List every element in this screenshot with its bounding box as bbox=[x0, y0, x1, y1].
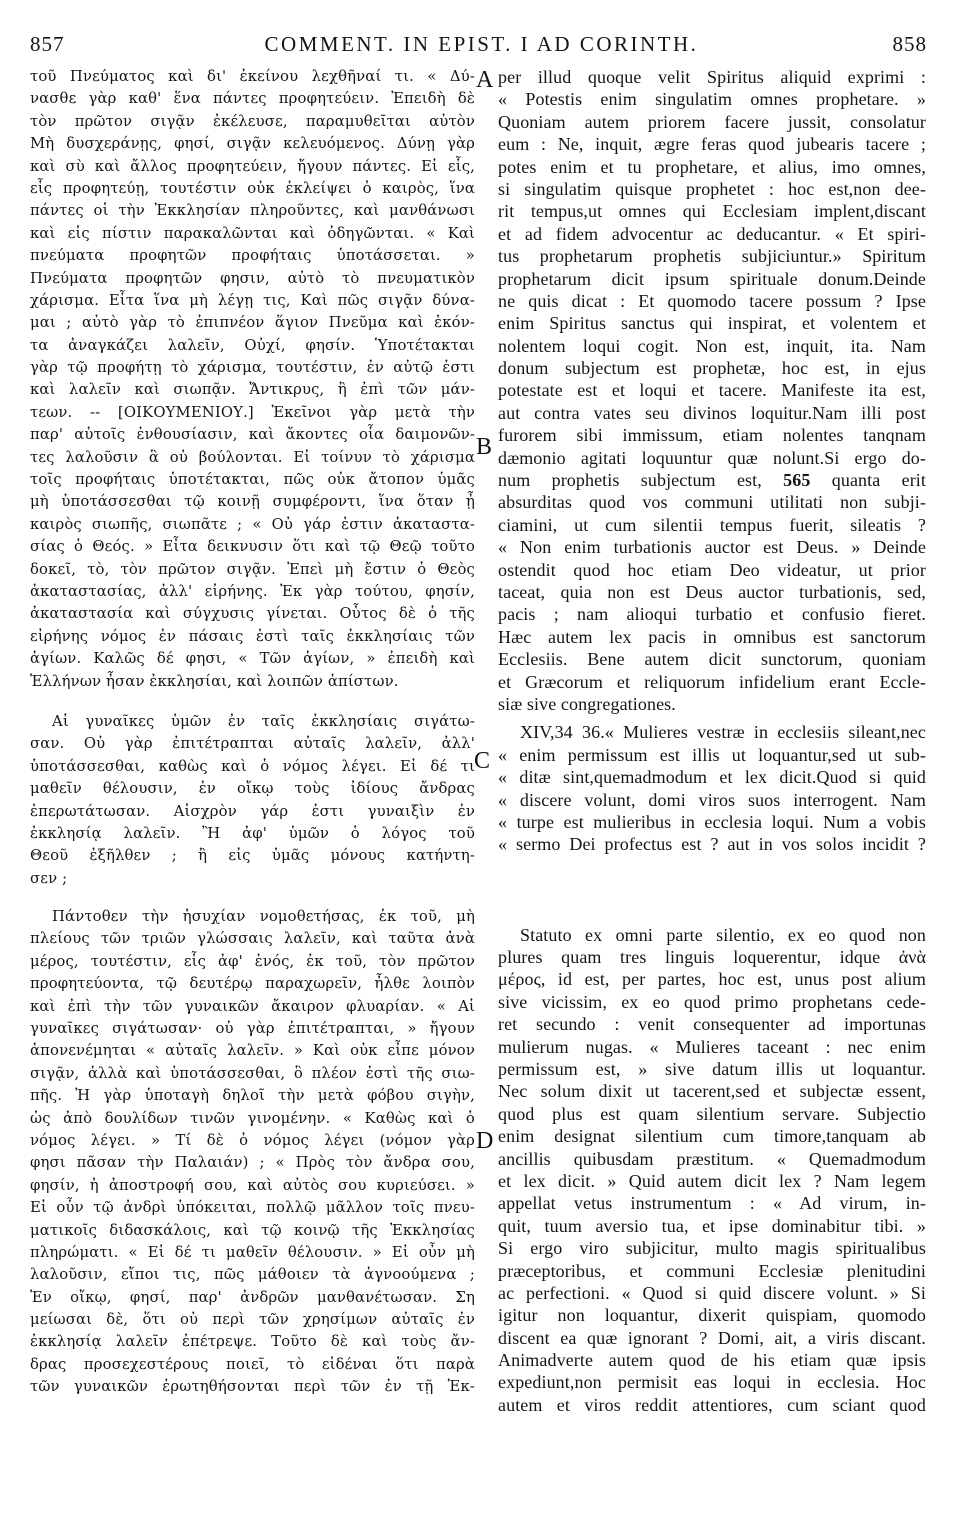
section-marker-a: A bbox=[476, 67, 494, 93]
text-line: Μὴ δυσχεράνῃς, φησί, σιγᾷν κελευόμενος. Δύνῃ γὰρ bbox=[30, 135, 475, 153]
text-line: mulierum nugas. « Mulieres taceant : nec enim bbox=[498, 1036, 926, 1057]
text-line: quit, tuum aversio tua, et ipse dominabitur tibi. » bbox=[498, 1215, 926, 1236]
text-line: Αἱ γυναῖκες ὑμῶν ἐν ταῖς ἐκκλησίαις σιγάτω- bbox=[52, 712, 475, 730]
text-line: τοῦ Πνεύματος καὶ δι' ἐκείνου λεχθῆναί τι. « Δύ- bbox=[30, 68, 475, 85]
page-number-left: 857 bbox=[30, 32, 65, 56]
text-line: et Græcorum et reliquorum infidelium erant Eccle- bbox=[498, 671, 926, 692]
text-line: Πάντοθεν τὴν ἡσυχίαν νομοθετήσας, ἐκ τοῦ, μὴ bbox=[52, 908, 475, 926]
text-line: expediunt,non permisit eas loqui in ecclesia. Hoc bbox=[498, 1372, 926, 1393]
text-line: φησι πᾶσαν τὴν Παλαιάν) ; « Πρὸς τὸν ἄνδρα σου, bbox=[30, 1154, 475, 1172]
text-line: Animadverte autem quod de his etiam quæ ipsis bbox=[498, 1350, 926, 1371]
text-line: ἀπονενέμηται « αὐταῖς λαλεῖν. » Καὶ οὐκ εἶπε μόνον bbox=[30, 1042, 475, 1060]
text-line: φησίν, ἡ ἀποστροφή σου, καὶ αὐτὸς σου κυριεύσει. » bbox=[30, 1176, 475, 1194]
text-line: pacis ; nam alioqui turbatio et confusio fieret. bbox=[498, 604, 926, 625]
text-line: δρας προσεχεστέρους ποιεῖ, τὸ εἰδέναι ὅτι παρὰ bbox=[30, 1355, 475, 1373]
text-line: permissum est, » sive datum illis ut loquantur. bbox=[498, 1059, 926, 1080]
text-line: δοκεῖ, τὸ, τὸν πρῶτον σιγᾷν. Ἐπεὶ μὴ ἔστιν ὁ Θεὸς bbox=[30, 560, 475, 578]
page-header bbox=[0, 0, 963, 66]
text-line: πνεύματα προφητῶν προφήταις ὑποτάσσεται. » bbox=[30, 247, 475, 265]
text-line: taceat, quia non est Deus auctor turbationis, sed, bbox=[498, 581, 926, 602]
text-line: et ad fidem advocentur ac deducantur. « Et spiri- bbox=[498, 223, 926, 244]
text-line: rit tempus,ut omnes qui Ecclesiam implent,discant bbox=[498, 201, 926, 222]
text-line: Hæc autem lex pacis in omnibus est sanctorum bbox=[498, 626, 926, 647]
text-line: ciamini, ut cum silentii tempus fuerit, sileatis ? bbox=[498, 514, 926, 535]
greek-commentary-block-1 bbox=[30, 66, 475, 693]
greek-column bbox=[30, 66, 475, 1399]
text-line: Θεοῦ ἐξῆλθεν ; ἢ εἰς ὑμᾶς μόνους κατήντη- bbox=[30, 847, 475, 865]
text-line: sive vicissim, ex eo quod primo prophetans cede- bbox=[498, 991, 926, 1012]
text-line: μέρος, τουτέστιν, εἷς ἀφ' ἑνός, ἐκ τοῦ, τὸν πρῶτον bbox=[30, 952, 475, 970]
text-line: si singulatim quisque prophetet : hoc est,non dee- bbox=[498, 178, 926, 199]
text-line: igitur non loquantur, dixerit quispiam, quomodo bbox=[498, 1305, 926, 1326]
text-line: νασθε γὰρ καθ' ἕνα πάντες προφητεύειν. Ἐπειδὴ δὲ bbox=[30, 90, 475, 108]
text-line: πληρώματι. « Εἰ δέ τι μαθεῖν θέλουσιν. » Εἰ οὖν μὴ bbox=[30, 1243, 475, 1261]
text-line: προφητεύοντα, τῷ δευτέρῳ παραχωρεῖν, ἦλθε λοιπὸν bbox=[30, 975, 475, 993]
text-line: enim designat silentium cum timore,tanquam ab bbox=[498, 1126, 926, 1147]
text-line: Nec solum dixit ut tacerent,sed et subjectæ essent, bbox=[498, 1081, 926, 1102]
text-line: quod plus est quam silentium servare. Subjectio bbox=[498, 1103, 926, 1124]
latin-scripture-block bbox=[498, 721, 926, 855]
section-marker-b: B bbox=[476, 434, 493, 460]
text-line: Ἐν οἴκῳ, φησί, παρ' ἀνδρῶν μανθανέτωσαν. Ση bbox=[30, 1288, 475, 1306]
text-line: « enim permissum est illis ut loquantur,sed ut sub- bbox=[498, 744, 926, 765]
text-line: nolentem loqui cogit. Non est, inquit, ita. Nam bbox=[498, 335, 926, 356]
text-line: ἀκαταστασίας, ἀλλ' εἰρήνης. Ἐκ γὰρ τούτου, φησίν, bbox=[30, 582, 475, 600]
text-line: ὡς ἀπὸ δουλίδων τινῶν γινομένην. « Καθὼς καὶ ὁ bbox=[30, 1109, 475, 1127]
text-line: enim Spiritus sanctus qui inspirat, et volentem et bbox=[498, 313, 926, 334]
text-line: dæmonio agitati loquuntur quæ nolunt.Si ergo do- bbox=[498, 447, 926, 468]
latin-column bbox=[498, 66, 926, 1416]
text-line: Πνεύματα προφητῶν φησιν, αὐτὸ τὸ πνευματικὸν bbox=[30, 269, 475, 287]
text-line: τὸν πρῶτον σιγᾷν ἐκέλευσε, παραμυθεῖται αὐτὸν bbox=[30, 112, 475, 130]
text-line: χάρισμα. Εἶτα ἵνα μὴ λέγῃ τις, Καὶ πῶς σιγᾷν δύνα- bbox=[30, 291, 475, 309]
text-line: « Non enim turbationis auctor est Deus. » Deinde bbox=[498, 537, 926, 558]
text-line: plures quam tres linguis loquerentur, idque ἀνὰ bbox=[498, 947, 926, 968]
text-line: autem et viros reddit attentiores, cum sciant quod bbox=[498, 1394, 926, 1415]
text-line: μὴ ὑποτάσσεσθαι τῷ κοινῇ συμφέροντι, ἵνα ὅταν ᾖ bbox=[30, 493, 475, 511]
text-line: Si ergo viro subjicitur, multo magis spiritualibus bbox=[498, 1238, 926, 1259]
text-line: eum : Ne, inquit, ægre feras quod jubearis tacere ; bbox=[498, 134, 926, 155]
text-line: « discere volunt, domi viros suos interrogent. Nam bbox=[498, 789, 926, 810]
text-line: siæ sive congregationes. bbox=[498, 693, 676, 714]
text-line: γὰρ τῷ προφήτῃ τὸ χάρισμα, τουτέστιν, ἐν αὐτῷ ἐστι bbox=[30, 359, 475, 377]
text-line: præceptoribus, et communi Ecclesiæ plenitudini bbox=[498, 1260, 926, 1281]
text-line: παρ' αὐτοῖς ἐνθουσίασιν, καὶ ἄκοντες οἷα δαιμονῶν- bbox=[30, 426, 475, 444]
text-line: per illud quoque velit Spiritus aliquid exprimi : bbox=[498, 67, 926, 87]
text-line: aut contra vates seu divinos loquitur.Nam illi post bbox=[498, 402, 926, 423]
text-line: discent ea quæ ignorant ? Domi, ait, a viris discant. bbox=[498, 1327, 926, 1348]
text-line: donum subjectum est prophetæ, hoc est, in ejus bbox=[498, 358, 926, 379]
latin-commentary-block-2 bbox=[498, 924, 926, 1417]
latin-commentary-block-1 bbox=[498, 66, 926, 715]
text-line: Ἑλλήνων ἦσαν ἐκκλησίαι, καὶ λοιπῶν ἀπίστων. bbox=[30, 672, 399, 690]
column-number: 565 bbox=[783, 470, 811, 491]
text-line: ἁγίων. Καλῶς δέ φησι, « Τῶν ἁγίων, » ἐπειδὴ καὶ bbox=[30, 650, 475, 668]
text-line: τοῖς προφήταις ὑποτέτακται, πῶς οὐκ ἄτοπον ὑμᾶς bbox=[30, 471, 475, 489]
text-line: ἐκκλησίᾳ λαλεῖν ἐπέτρεψε. Τοῦτο δὲ καὶ τοὺς ἄν- bbox=[30, 1333, 475, 1351]
text-line: ὑποτάσσεσθαι, καθὼς καὶ ὁ νόμος λέγει. Εἰ δέ τι bbox=[30, 757, 475, 775]
text-line: καὶ εἰς πίστιν παρακαλῶνται καὶ ὁδηγῶνται. « Καὶ bbox=[30, 224, 475, 242]
page-number-right: 858 bbox=[892, 32, 927, 56]
greek-commentary-block-2 bbox=[30, 906, 475, 1399]
text-line: tus prophetarum prophetis subjiciuntur.» Spiritum bbox=[498, 246, 926, 267]
text-line: Statuto ex omni parte silentio, ex eo quod non bbox=[520, 924, 926, 945]
text-line: num prophetis subjectum est, 565 quanta erit bbox=[498, 470, 926, 491]
text-line: ne quis dicat : Et quomodo tacere possum ? Ipse bbox=[498, 290, 926, 311]
text-line: ancillis quibusdam præstitum. « Quemadmodum bbox=[498, 1148, 926, 1169]
text-line: πλείους τῶν τριῶν γλώσσαις λαλεῖν, καὶ ταῦτα ἀνὰ bbox=[30, 930, 475, 948]
text-line: potestate est et loqui et tacere. Manifeste ita est, bbox=[498, 380, 926, 401]
text-line: μέρος, id est, per partes, hoc est, unus post alium bbox=[498, 969, 926, 990]
text-line: τῶν γυναικῶν ἐρωτηθήσονται περὶ τῶν ἐν τῇ Ἐκ- bbox=[30, 1378, 475, 1396]
text-line: μείωσαι δὲ, ὅτι οὐ περὶ τῶν χρησίμων αὐταῖς ἐν bbox=[30, 1311, 475, 1329]
text-line: « sermo Dei profectus est ? aut in vos solos incidit ? bbox=[498, 834, 926, 855]
text-line: ἀκαταστασία καὶ σύγχυσις γίνεται. Οὗτος δὲ ὁ τῆς bbox=[30, 605, 475, 623]
text-line: καιρὸς σιωπῆς, σιωπᾶτε ; « Οὐ γάρ ἐστιν ἀκαταστα- bbox=[30, 515, 475, 533]
text-line: ἐπερωτάτωσαν. Αἰσχρὸν γάρ ἐστι γυναιξὶν ἐν bbox=[30, 802, 475, 820]
text-line: ostendit quod hoc etiam Deo videatur, ut prior bbox=[498, 559, 926, 580]
text-line: εἰρήνης νόμος ἐν πάσαις ἐστὶ ταῖς ἐκκλησίαις τῶν bbox=[30, 627, 475, 645]
text-line: σαν. Οὐ γὰρ ἐπιτέτραπται αὐταῖς λαλεῖν, ἀλλ' bbox=[30, 735, 475, 753]
text-line: « Potestis enim singulatim omnes prophetare. » bbox=[498, 89, 926, 110]
text-line: et lex dicit. » Quid autem dicit lex ? Nam legem bbox=[498, 1170, 926, 1191]
text-line: τα ἀναγκάζει λαλεῖν, Οὐχί, φησίν. Ὑποτέτακται bbox=[30, 336, 475, 354]
text-line: πῆς. Ἡ γὰρ ὑποταγὴ δηλοῖ τὴν μετὰ φόβου σιγὴν, bbox=[30, 1087, 475, 1105]
text-line: ματικοῖς διδασκάλοις, καὶ τῷ κοινῷ τῆς Ἐκκλησίας bbox=[30, 1221, 475, 1239]
text-line: « turpe est mulieribus in ecclesia loqui. Num a vobis bbox=[498, 811, 926, 832]
text-line: prophetarum dicit ipsum spirituale donum.Deinde bbox=[498, 268, 926, 289]
text-line: ret secundo : venit consequenter ad importunas bbox=[498, 1014, 926, 1035]
text-line: μαι ; αὐτὸ γὰρ τὸ ἐπιπνέον ἅγιον Πνεῦμα καὶ ἑκόν- bbox=[30, 314, 475, 332]
text-line: καὶ λαλεῖν καὶ σιωπᾷν. Ἄντικρυς, ἢ ἐπὶ τῶν μάν- bbox=[30, 381, 475, 399]
greek-scripture-block bbox=[30, 711, 475, 890]
running-title: COMMENT. IN EPIST. I AD CORINTH. bbox=[264, 32, 699, 56]
text-line: τεων. -- [ΟΙΚΟΥΜΕΝΙΟΥ.] Ἐκεῖνοι γὰρ μετὰ τὴν bbox=[30, 403, 475, 421]
text-line: σίας ὁ Θεός. » Εἶτα δεικνυσιν ὅτι καὶ τῷ Θεῷ τοῦτο bbox=[30, 538, 475, 556]
text-line: Quoniam autem priorem facere jussit, consolatur bbox=[498, 111, 926, 132]
text-line: Εἰ οὖν τῷ ἀνδρὶ ὑπόκειται, πολλῷ μᾶλλον τοῖς πνευ- bbox=[30, 1199, 475, 1217]
text-line: εἷς προφητεύῃ, τουτέστιν οὐκ ἐκλείψει ὁ καιρὸς, ἵνα bbox=[30, 179, 475, 197]
text-line: νόμος λέγει. » Τί δὲ ὁ νόμος λέγει (νόμον γὰρ bbox=[30, 1131, 475, 1149]
text-line: μαθεῖν θέλουσιν, ἐν οἴκῳ τοὺς ἰδίους ἄνδρας bbox=[30, 780, 475, 798]
text-line: καὶ σὺ καὶ ἄλλος προφητεύειν, ἤγουν πάντες. Εἰ εἷς, bbox=[30, 157, 475, 175]
text-line: ac perfectioni. « Quod si quid discere volunt. » Si bbox=[498, 1282, 926, 1303]
text-line: σεν ; bbox=[30, 869, 68, 887]
text-line: πάντες οἱ τὴν Ἐκκλησίαν πληροῦντες, καὶ μανθάνωσι bbox=[30, 202, 475, 220]
section-marker-d: D bbox=[476, 1128, 494, 1154]
text-line: absurditas quod vos communi utilitati non subji- bbox=[498, 492, 926, 513]
text-line: Ecclesiis. Bene autem dicit sunctorum, quoniam bbox=[498, 649, 926, 670]
text-line: « ditæ sint,quemadmodum et lex dicit.Quod si quid bbox=[498, 767, 926, 788]
section-marker-c: C bbox=[474, 748, 491, 774]
text-line: γυναῖκες σιγάτωσαν· οὐ γὰρ ἐπιτέτραπται, » ἤγουν bbox=[30, 1020, 475, 1038]
text-line: XIV,34 36.« Mulieres vestræ in ecclesiis sileant,nec bbox=[520, 722, 926, 743]
text-line: ἐκκλησίᾳ λαλεῖν. Ἢ ἀφ' ὑμῶν ὁ λόγος τοῦ bbox=[30, 824, 475, 842]
text-line: furorem sibi immissum, etiam nolentes tanqnam bbox=[498, 425, 926, 446]
text-line: λαλοῦσιν, εἴποι τις, πῶς μάθοιεν τὰ ἀγνοούμενα ; bbox=[30, 1266, 475, 1284]
text-line: καὶ ἐπὶ τὴν τῶν γυναικῶν ἄκαιρον φλυαρίαν. « Αἱ bbox=[30, 997, 475, 1015]
text-line: τες λαλοῦσιν ἃ οὐ βούλονται. Εἰ τοίνυν τὸ χάρισμα bbox=[30, 448, 475, 466]
text-line: appellat vetus instrumentum : « Ad virum, in- bbox=[498, 1193, 926, 1214]
text-line: potes enim et tu prophetare, et alius, imo omnes, bbox=[498, 156, 926, 177]
text-line: σιγᾷν, ἀλλὰ καὶ ὑποτάσσεσθαι, ὃ πλέον ἐστὶ τῆς σιω- bbox=[30, 1064, 475, 1082]
